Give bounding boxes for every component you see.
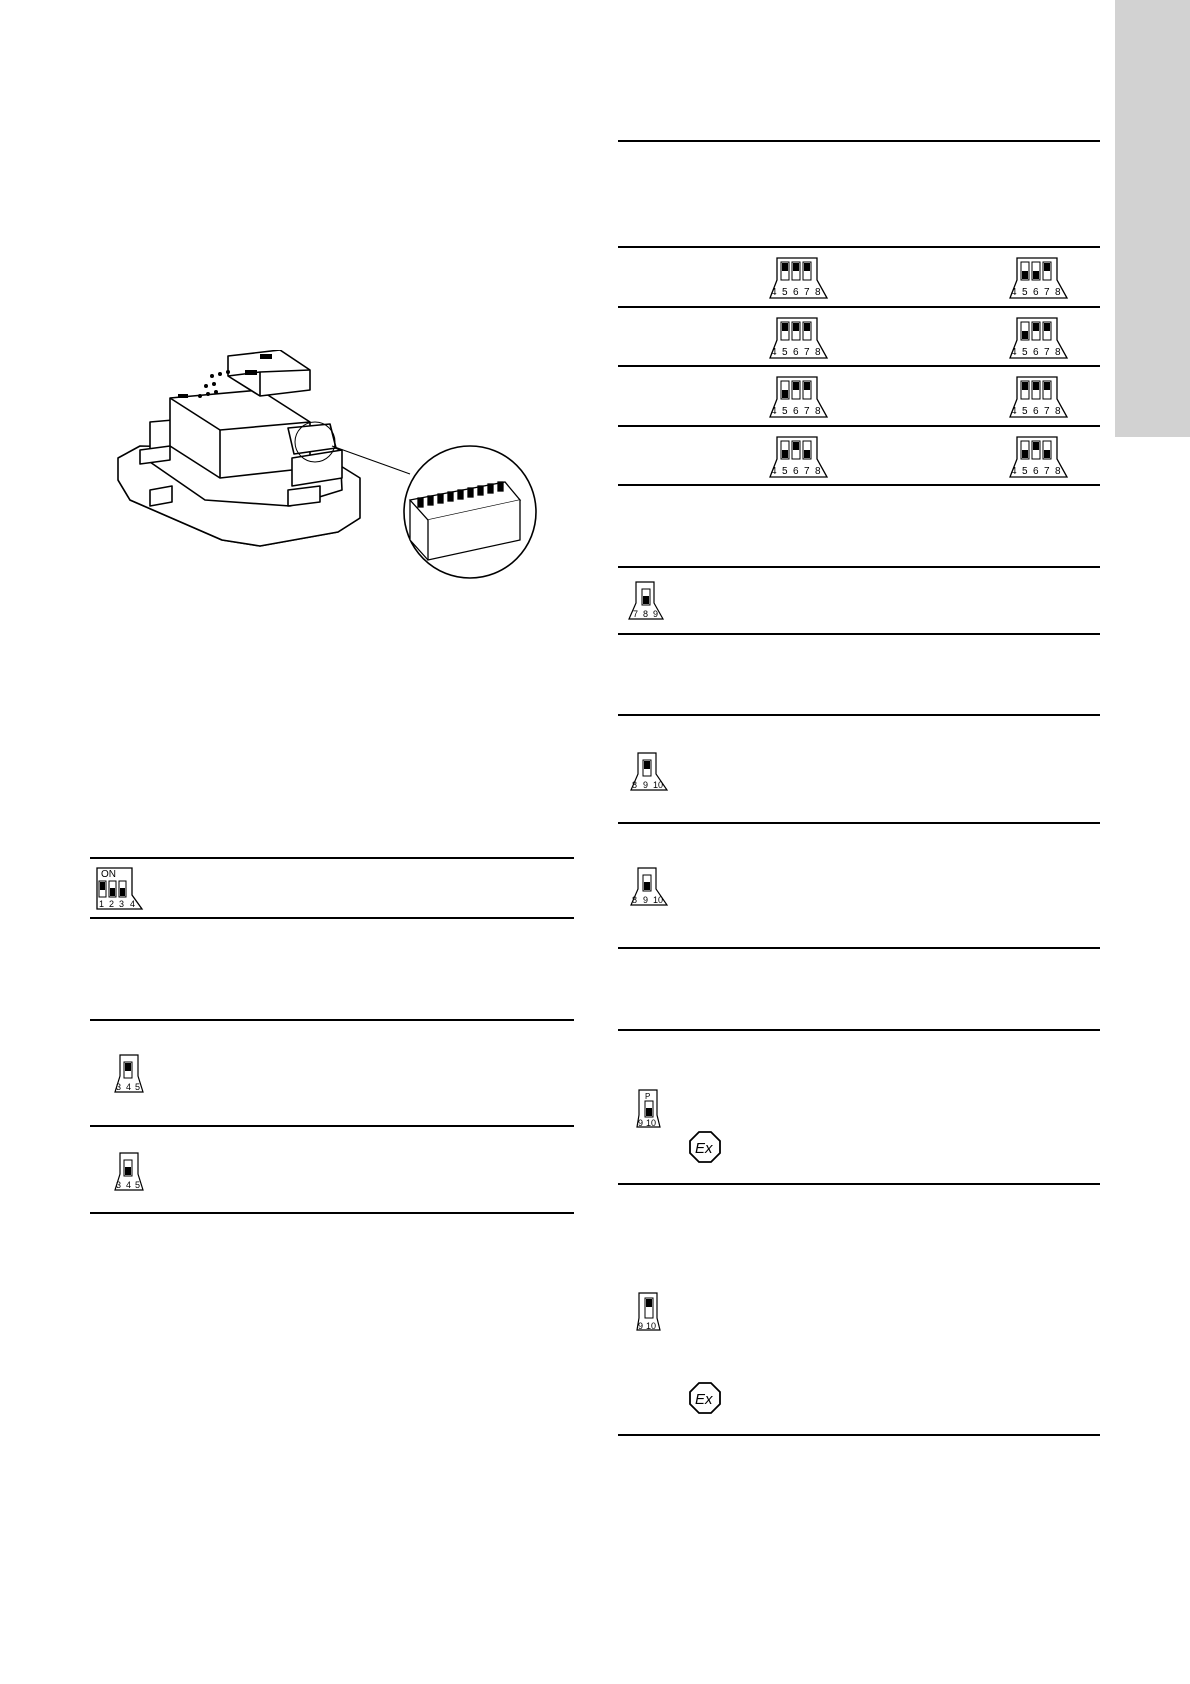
switch-number-label: 6 xyxy=(1033,347,1039,358)
svg-text:8: 8 xyxy=(632,895,638,905)
svg-text:10: 10 xyxy=(653,895,664,905)
ex-mark-a-icon xyxy=(689,1131,721,1163)
dip-switch-4-8-icon xyxy=(769,435,829,479)
svg-text:9: 9 xyxy=(643,895,649,905)
svg-text:Ex: Ex xyxy=(695,1391,713,1408)
switch-number-label: 7 xyxy=(804,347,810,358)
right-table-rule-7 xyxy=(618,714,1100,716)
right-table-rule-r2 xyxy=(618,365,1100,367)
dip-switch-4-8-icon xyxy=(1009,256,1069,300)
switch-number-label: 8 xyxy=(815,466,821,477)
switch-number-label: 6 xyxy=(793,347,799,358)
switch-number-label: 6 xyxy=(1033,287,1039,298)
svg-text:10: 10 xyxy=(646,1118,657,1128)
svg-text:8: 8 xyxy=(643,609,649,619)
svg-text:9: 9 xyxy=(638,1118,644,1128)
switch-number-label: 4 xyxy=(1011,347,1017,358)
left-table-rule-2 xyxy=(90,917,574,919)
switch-number-label: 8 xyxy=(815,287,821,298)
switch-number-label: 7 xyxy=(804,287,810,298)
svg-text:9: 9 xyxy=(643,780,649,790)
switch-number-label: 6 xyxy=(1033,406,1039,417)
svg-text:1: 1 xyxy=(99,899,105,909)
switch-number-label: 5 xyxy=(782,347,788,358)
dip-switch-4-8-icon xyxy=(769,375,829,419)
switch-number-label: 5 xyxy=(1022,287,1028,298)
dip-switch-4-8-icon xyxy=(1009,316,1069,360)
switch-number-label: 4 xyxy=(771,347,777,358)
dip-switch-3-5-a-icon xyxy=(114,1054,144,1094)
svg-text:10: 10 xyxy=(646,1321,657,1331)
dip-switch-on-1-4-icon xyxy=(96,867,146,911)
switch-number-label: 4 xyxy=(1011,287,1017,298)
switch-number-label: 7 xyxy=(1044,287,1050,298)
svg-text:3: 3 xyxy=(116,1082,122,1092)
switch-number-label: 8 xyxy=(815,406,821,417)
switch-number-label: 5 xyxy=(782,466,788,477)
svg-text:Ex: Ex xyxy=(695,1140,713,1157)
switch-number-label: 7 xyxy=(1044,466,1050,477)
switch-number-label: 5 xyxy=(1022,347,1028,358)
dip-switch-7-9-icon xyxy=(628,581,666,621)
right-table-rule-8 xyxy=(618,822,1100,824)
dip-switch-4-8-icon xyxy=(1009,375,1069,419)
svg-text:3: 3 xyxy=(116,1180,122,1190)
switch-number-label: 6 xyxy=(793,406,799,417)
svg-text:5: 5 xyxy=(135,1082,141,1092)
dip-switch-9-10-b-icon xyxy=(636,1292,662,1332)
right-table-rule-6 xyxy=(618,633,1100,635)
dip-switch-4-8-icon xyxy=(769,256,829,300)
right-table-rule-9 xyxy=(618,947,1100,949)
dip-switch-8-10-a-icon xyxy=(630,752,670,792)
switch-number-label: 7 xyxy=(804,466,810,477)
right-table-rule-r1 xyxy=(618,306,1100,308)
switch-number-label: 5 xyxy=(1022,406,1028,417)
switch-number-label: 4 xyxy=(1011,466,1017,477)
switch-number-label: 5 xyxy=(1022,466,1028,477)
switch-number-label: 8 xyxy=(1055,406,1061,417)
left-table-rule-3 xyxy=(90,1019,574,1021)
dip-switch-3-5-b-icon xyxy=(114,1152,144,1192)
switch-number-label: 4 xyxy=(1011,406,1017,417)
switch-number-label: 7 xyxy=(804,406,810,417)
right-table-rule-r3 xyxy=(618,425,1100,427)
right-table-rule-r4 xyxy=(618,484,1100,486)
svg-text:4: 4 xyxy=(126,1180,132,1190)
left-table-bottom-rule xyxy=(90,1212,574,1214)
switch-number-label: 8 xyxy=(1055,466,1061,477)
dip-switch-4-8-icon xyxy=(769,316,829,360)
switch-number-label: 7 xyxy=(1044,347,1050,358)
svg-text:4: 4 xyxy=(126,1082,132,1092)
switch-number-label: 6 xyxy=(793,466,799,477)
svg-text:5: 5 xyxy=(135,1180,141,1190)
svg-text:P: P xyxy=(645,1092,651,1101)
switch-number-label: 6 xyxy=(1033,466,1039,477)
switch-number-label: 4 xyxy=(771,466,777,477)
svg-text:9: 9 xyxy=(638,1321,644,1331)
svg-text:10: 10 xyxy=(653,780,664,790)
left-table-rule-4 xyxy=(90,1125,574,1127)
switch-number-label: 7 xyxy=(1044,406,1050,417)
svg-text:7: 7 xyxy=(633,609,639,619)
svg-text:9: 9 xyxy=(653,609,659,619)
right-table-rule-5 xyxy=(618,566,1100,568)
svg-text:2: 2 xyxy=(109,899,115,909)
switch-number-label: 4 xyxy=(771,287,777,298)
svg-text:4: 4 xyxy=(130,899,136,909)
left-table-top-rule xyxy=(90,857,574,859)
switch-number-label: 5 xyxy=(782,287,788,298)
svg-text:3: 3 xyxy=(119,899,125,909)
svg-text:ON: ON xyxy=(101,869,116,880)
svg-text:8: 8 xyxy=(632,780,638,790)
right-table-rule-header xyxy=(618,246,1100,248)
right-table-top-rule xyxy=(618,140,1100,142)
dip-switch-4-8-icon xyxy=(1009,435,1069,479)
switch-number-label: 8 xyxy=(1055,287,1061,298)
right-table-rule-10 xyxy=(618,1029,1100,1031)
switch-number-label: 5 xyxy=(782,406,788,417)
dip-switch-8-10-b-icon xyxy=(630,867,670,907)
switch-number-label: 4 xyxy=(771,406,777,417)
right-table-rule-11 xyxy=(618,1183,1100,1185)
dip-switch-9-10-a-icon xyxy=(636,1089,662,1129)
section-tab xyxy=(1115,0,1190,437)
ex-mark-b-icon xyxy=(689,1382,721,1414)
switch-number-label: 6 xyxy=(793,287,799,298)
control-module-illustration xyxy=(110,350,540,610)
switch-number-label: 8 xyxy=(1055,347,1061,358)
right-table-bottom-rule xyxy=(618,1434,1100,1436)
switch-number-label: 8 xyxy=(815,347,821,358)
